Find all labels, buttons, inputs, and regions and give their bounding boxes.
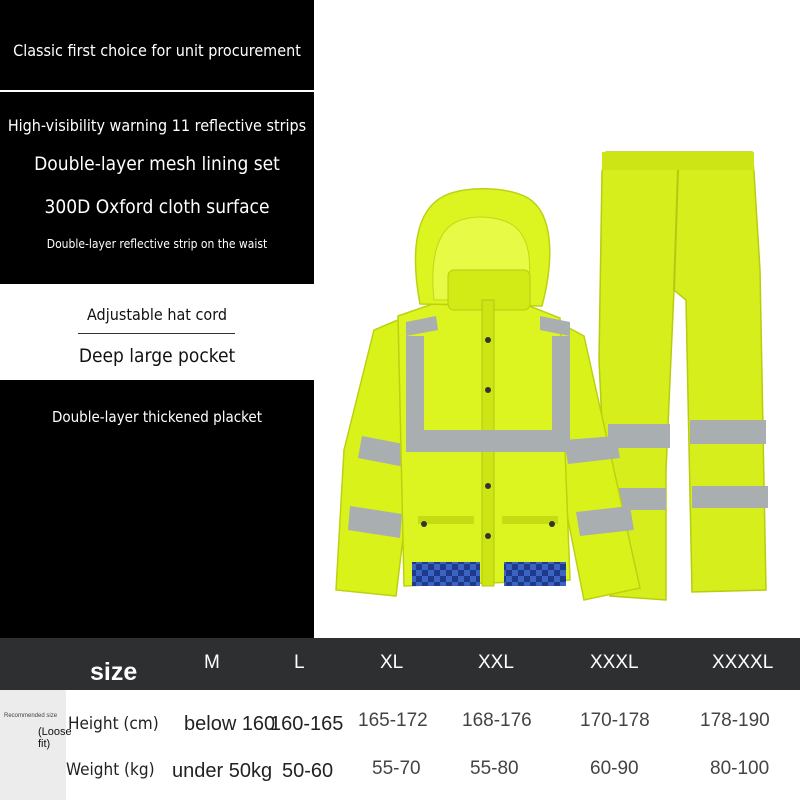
size-table [0, 638, 800, 800]
rain-jacket [336, 189, 640, 600]
feature-reflective-strips: High-visibility warning 11 reflective strips [7, 116, 307, 135]
height-xxl: 168-176 [462, 710, 532, 731]
height-label: Height (cm) [68, 714, 159, 734]
size-l: L [294, 652, 305, 673]
feature-unit-procurement: Classic first choice for unit procurement [13, 41, 301, 60]
size-xxxxl: XXXXL [712, 652, 774, 673]
loose-fit-note: (Loose fit) [38, 726, 72, 750]
feature-hat-cord: Adjustable hat cord [86, 305, 227, 324]
feature-divider [78, 333, 235, 334]
weight-xxl: 55-80 [470, 758, 519, 779]
weight-xxxl: 60-90 [590, 758, 639, 779]
height-xl: 165-172 [358, 710, 428, 731]
feature-mesh-lining: Double-layer mesh lining set [34, 153, 280, 175]
feature-oxford-cloth: 300D Oxford cloth surface [44, 196, 270, 218]
weight-xl: 55-70 [372, 758, 421, 779]
size-xxxl: XXXL [590, 652, 639, 673]
feature-placket: Double-layer thickened placket [51, 408, 263, 426]
size-xl: XL [380, 652, 404, 673]
size-xxl: XXL [478, 652, 514, 673]
weight-l: 50-60 [282, 760, 334, 782]
weight-m: under 50kg [172, 760, 273, 782]
weight-xxxxl: 80-100 [710, 758, 770, 779]
height-xxxxl: 178-190 [700, 710, 770, 731]
feature-waist-strip: Double-layer reflective strip on the waist [46, 237, 268, 251]
size-table-header [0, 638, 800, 690]
height-l: 160-165 [270, 713, 344, 735]
size-m: M [204, 652, 220, 673]
feature-pocket: Deep large pocket [78, 345, 236, 367]
height-m: below 160 [184, 713, 276, 735]
raincoat-product-image [314, 0, 800, 638]
height-xxxl: 170-178 [580, 710, 650, 731]
weight-label: Weight (kg) [66, 760, 155, 780]
size-header-label: size [90, 658, 138, 686]
recommended-size-note: Recommended size [4, 713, 58, 719]
